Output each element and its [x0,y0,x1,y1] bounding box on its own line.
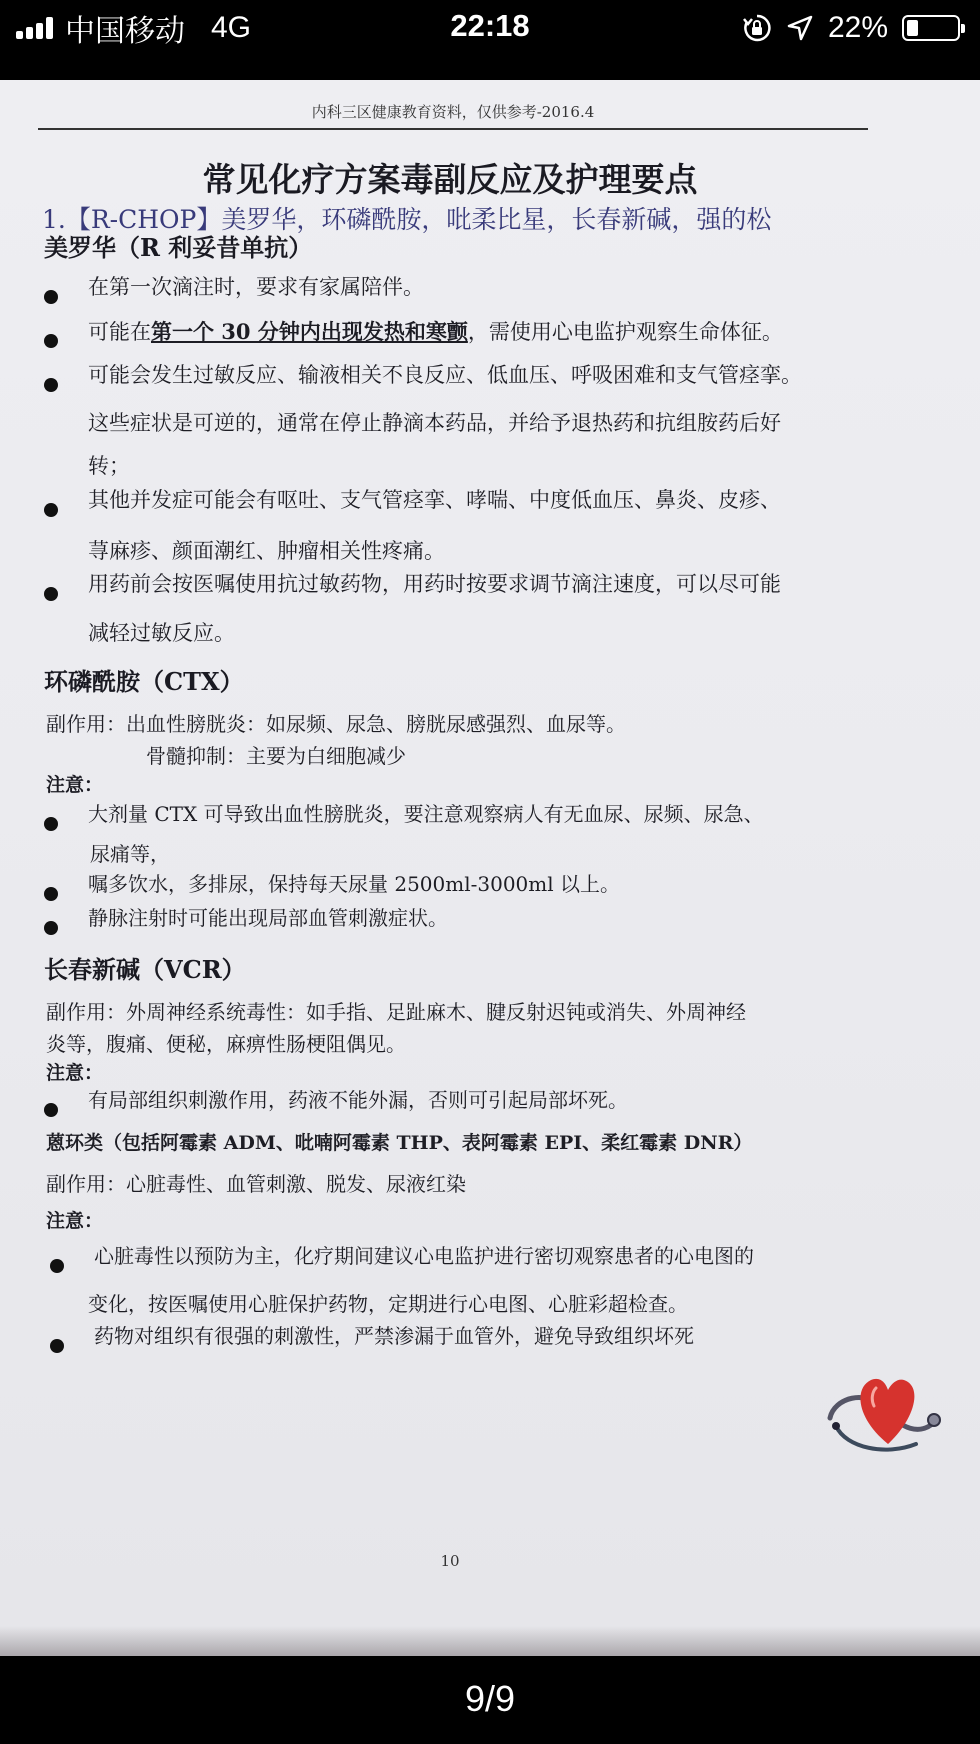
text-line: 转； [88,454,130,478]
side-effects-line: 副作用：出血性膀胱炎：如尿频、尿急、膀胱尿感强烈、血尿等。 [46,712,626,736]
regimen-line: 1.【R-CHOP】美罗华，环磷酰胺，吡柔比星，长春新碱，强的松 [42,205,772,234]
list-item: 在第一次滴注时，要求有家属陪伴。 [44,277,874,298]
battery-percent: 22% [827,11,888,44]
list-item: 用药前会按医嘱使用抗过敏药物，用药时按要求调节滴注速度，可以尽可能 [44,574,874,595]
list-item: 其他并发症可能会有呕吐、支气管痉挛、哮喘、中度低血压、鼻炎、皮疹、 [44,490,874,511]
text-line: 减轻过敏反应。 [88,621,235,645]
section-heading-ctx: 环磷酰胺（CTX） [44,667,244,696]
bullet-icon [50,1259,64,1273]
side-effects-line: 副作用：外周神经系统毒性：如手指、足趾麻木、腱反射迟钝或消失、外周神经 [46,1000,746,1024]
location-arrow-icon [786,14,814,42]
bullet-icon [44,921,58,935]
section-heading-vcr: 长春新碱（VCR） [44,955,246,984]
viewer-bottom-bar [0,1656,980,1744]
text-line: 这些症状是可逆的，通常在停止静滴本药品，并给予退热药和抗组胺药后好 [88,411,781,435]
list-item: 大剂量 CTX 可导致出血性膀胱炎，要注意观察病人有无血尿、尿频、尿急、 [44,804,874,824]
note-label: 注意： [46,1210,104,1232]
document-title: 常见化疗方案毒副反应及护理要点 [202,160,698,199]
note-label: 注意： [46,774,104,796]
list-item: 可能会发生过敏反应、输液相关不良反应、低血压、呼吸困难和支气管痉挛。 [44,365,874,386]
document-header: 内科三区健康教育资料，仅供参考-2016.4 [38,98,868,130]
page-indicator: 9/9 [464,1678,516,1719]
bullet-icon [44,817,58,831]
note-label: 注意： [46,1062,104,1084]
bullet-icon [44,887,58,901]
section-heading-rituximab: 美罗华（R 利妥昔单抗） [44,233,313,262]
side-effects-line: 炎等，腹痛、便秘，麻痹性肠梗阻偶见。 [46,1032,406,1056]
text-line: 变化，按医嘱使用心脏保护药物，定期进行心电图、心脏彩超检查。 [88,1292,688,1316]
emphasized-text: 第一个 30 分钟内出现发热和寒颤 [151,319,468,344]
section-heading-anthracyclines: 蒽环类（包括阿霉素 ADM、吡喃阿霉素 THP、表阿霉素 EPI、柔红霉素 DNR） [46,1132,753,1154]
side-effects-line: 骨髓抑制：主要为白细胞减少 [146,744,406,768]
bullet-icon [44,587,58,601]
document-page[interactable] [0,80,980,1656]
carrier-label: 中国移动 [65,15,185,48]
orientation-lock-icon [742,13,772,43]
status-bar [0,0,980,80]
list-item: 静脉注射时可能出现局部血管刺激症状。 [44,908,874,928]
bullet-icon [44,378,58,392]
clock: 22:18 [450,8,530,43]
bullet-icon [44,503,58,517]
paper-shadow [0,1626,980,1656]
network-label: 4G [211,11,252,44]
bullet-icon [44,1103,58,1117]
status-right [742,10,960,46]
list-item: 药物对组织有很强的刺激性，严禁渗漏于血管外，避免导致组织坏死 [50,1326,880,1346]
list-item: 可能在第一个 30 分钟内出现发热和寒颤，需使用心电监护观察生命体征。 [44,321,874,343]
bullet-icon [44,334,58,348]
battery-fill [907,20,918,36]
page-number: 10 [440,1552,460,1570]
text-line: 尿痛等， [90,842,170,866]
list-item: 有局部组织刺激作用，药液不能外漏，否则可引起局部坏死。 [44,1090,874,1110]
bullet-icon [50,1339,64,1353]
side-effects-line: 副作用：心脏毒性、血管刺激、脱发、尿液红染 [46,1172,466,1196]
text-line: 荨麻疹、颜面潮红、肿瘤相关性疼痛。 [88,539,445,563]
battery-icon [902,15,960,41]
bullet-icon [44,290,58,304]
list-item: 心脏毒性以预防为主，化疗期间建议心电监护进行密切观察患者的心电图的 [50,1246,880,1266]
list-item: 嘱多饮水，多排尿，保持每天尿量 2500ml-3000ml 以上。 [44,874,874,894]
heart-stethoscope-icon [826,1348,946,1468]
